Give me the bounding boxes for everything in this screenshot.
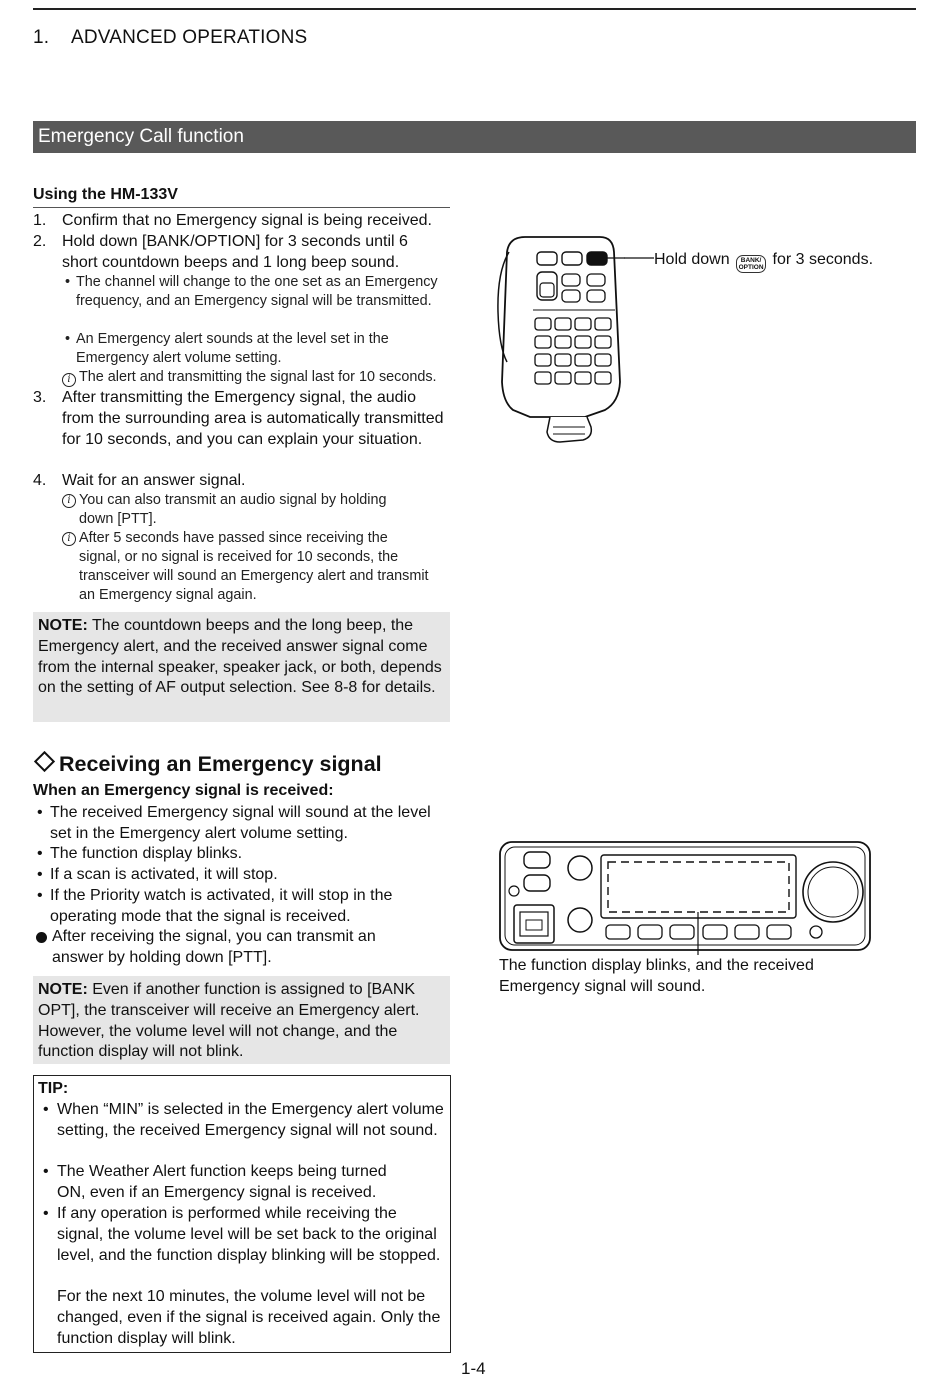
top-rule [33,8,916,10]
bullet-text: If a scan is activated, it will stop. [50,866,278,883]
caption-pre: Hold down [654,251,730,268]
diamond-outline-icon [34,751,55,772]
info-text: The alert and transmitting the signal last for 10 seconds. [79,369,437,385]
key-label-bottom: OPTION [738,264,764,271]
note-text: The countdown beeps and the long beep, the Emergency alert, and the received answer signal come from the internal speaker, speaker jack, or both, depends on the setting of AF output selection. See 8-8 for details. [38,617,442,697]
info-text: You can also transmit an audio signal by holding down [PTT]. [79,492,387,527]
step-text: Wait for an answer signal. [62,472,246,489]
bullet-text: The function display blinks. [50,845,243,862]
bullet-text: The received Emergency signal will sound at the level set in the Emergency alert volume setting. [50,804,431,842]
page-number: 1-4 [461,1359,486,1378]
receiving-heading [33,752,382,777]
info-circle-icon: i [62,532,76,546]
step2-info [62,368,452,387]
step-number: 3. [33,389,47,406]
bullet-text: The Weather Alert function keeps being turned ON, even if an Emergency signal is received. [57,1163,387,1201]
receiving-title: Receiving an Emergency signal [59,752,382,776]
subsection-rule [33,207,450,208]
bullet-text: The channel will change to the one set as an Emergency frequency, and an Emergency signal will be transmitted. [76,274,438,309]
chapter-number: 1. [33,27,50,48]
step-number: 1. [33,212,47,229]
microphone-caption [654,251,873,273]
receiving-subtitle: When an Emergency signal is received: [33,782,334,799]
key-label-top: BANK/ [740,256,762,264]
note-label: NOTE: [38,981,88,998]
step-text: After transmitting the Emergency signal, the audio from the surrounding area is automatically transmitted for 10 seconds, and you can explain your situation. [62,389,444,448]
transceiver-illustration [498,840,873,955]
callout-line [624,257,654,260]
bank-option-key-icon [736,255,766,273]
section-bar [33,121,916,153]
extra-text: For the next 10 minutes, the volume level will not be changed, even if the signal is received again. Only the function display will blink. [57,1288,441,1347]
note-text: Even if another function is assigned to [BANK OPT], the transceiver will receive an Emergency alert. However, the volume level will not change, and the function display will not blink. [38,981,420,1061]
bullet-dot-icon [36,932,47,943]
bullet-text: If the Priority watch is activated, it will stop in the operating mode that the signal is received. [50,887,393,925]
info-text: After 5 seconds have passed since receiving the signal, or no signal is received for 10 seconds, the transceiver will sound an Emergency alert and transmit an Emergency signal again. [79,530,429,603]
tip-box: TIP: • When “MIN” is selected in the Emergency alert volume setting, the received Emergency signal will not sound. • The Weather Alert function keeps being turned ON, even if an Emergency signal is received. • If any operation is performed while receiving the signal, the volume level will be set back to the original level, and the function display blinking will be stopped. For the next 10 minutes, the volume level will not be changed, even if the signal is received again. Only the function display will blink. [33,1075,451,1353]
note-label: NOTE: [38,617,88,634]
section-title: Emergency Call function [38,126,244,147]
info-circle-icon: i [62,373,76,387]
chapter-title: ADVANCED OPERATIONS [71,27,308,48]
bullet-text: When “MIN” is selected in the Emergency alert volume setting, the received Emergency signal will not sound. [57,1101,444,1139]
bullet-text: If any operation is performed while receiving the signal, the volume level will be set back to the original level, and the function display blinking will be stopped. [57,1205,441,1264]
action-text: After receiving the signal, you can transmit an answer by holding down [PTT]. [52,928,376,966]
info-circle-icon: i [62,494,76,508]
microphone-illustration [495,232,625,447]
transceiver-caption: The function display blinks, and the received Emergency signal will sound. [499,957,814,995]
bullet-text: An Emergency alert sounds at the level set in the Emergency alert volume setting. [76,331,389,366]
step-number: 4. [33,472,47,489]
step-number: 2. [33,233,47,250]
step-text: Hold down [BANK/OPTION] for 3 seconds until 6 short countdown beeps and 1 long beep sound. [62,233,408,271]
caption-post: for 3 seconds. [772,251,874,268]
chapter-heading [33,27,307,49]
note-box-2 [33,976,450,1064]
tip-label: TIP: [38,1080,69,1097]
subsection-title: Using the HM-133V [33,186,178,203]
step-text: Confirm that no Emergency signal is being received. [62,212,432,229]
note-box [33,612,450,722]
